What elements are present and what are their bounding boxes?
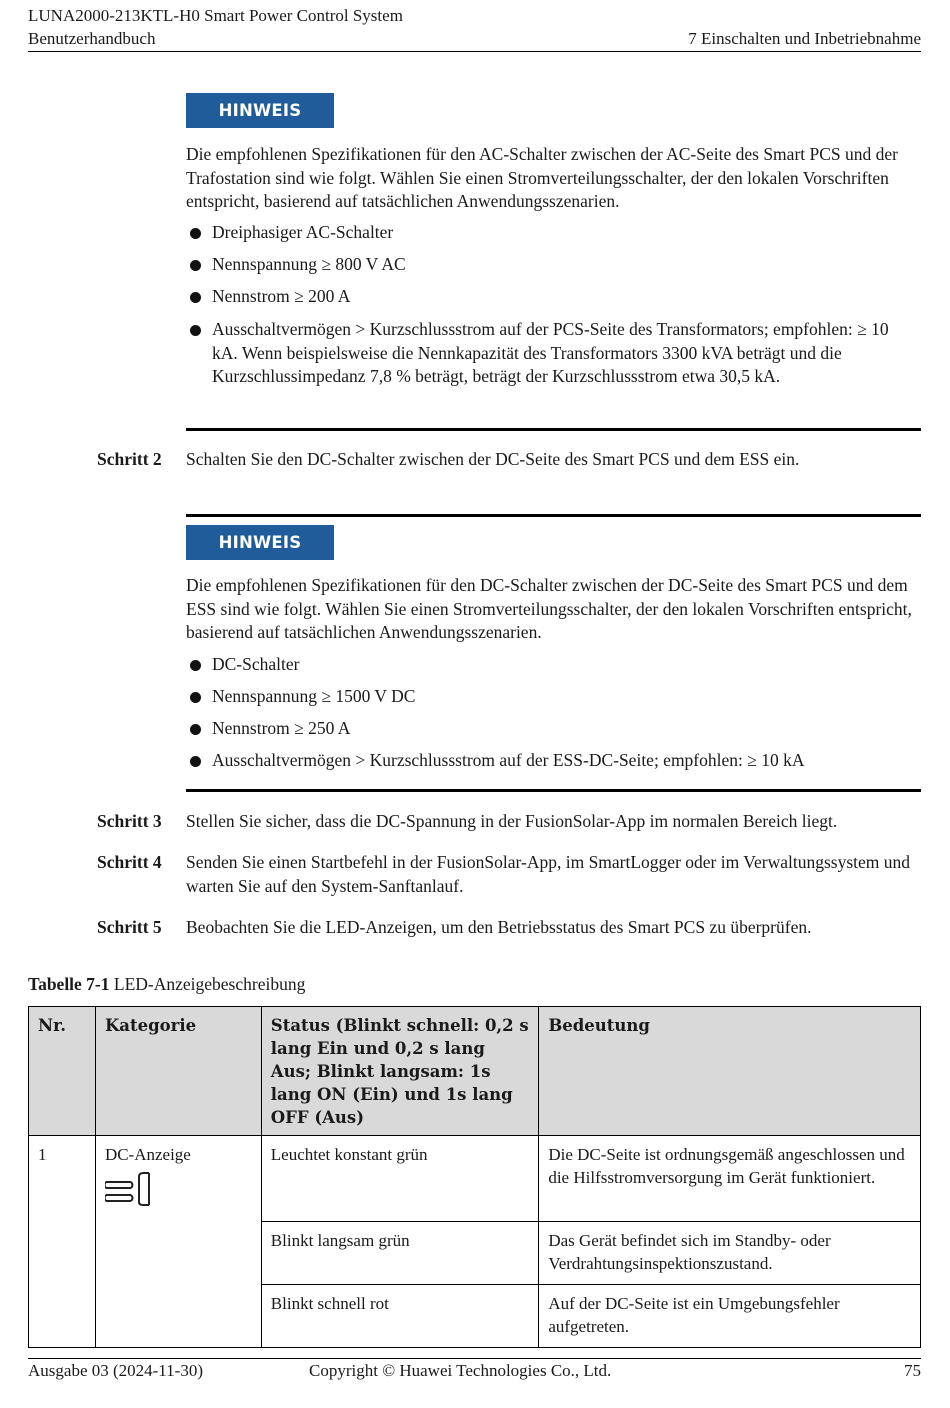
note-badge: HINWEIS [186,93,334,128]
table-cell-nr: 1 [29,1136,96,1348]
table-cell-meaning: Das Gerät befindet sich im Standby- oder Verdrahtungsinspektionszustand. [539,1222,921,1285]
step-label: Schritt 4 [97,852,162,872]
bullet-icon [190,724,201,735]
header-doc-type: Benutzerhandbuch [28,29,156,48]
table-cell-status: Blinkt schnell rot [261,1285,539,1348]
column-header: Kategorie [95,1007,261,1136]
step-text: Stellen Sie sicher, dass die DC-Spannung in der FusionSolar-App im normalen Bereich liegt. [186,811,838,831]
category-label: DC-Anzeige [104,1145,191,1164]
step-label: Schritt 5 [97,917,162,937]
table-cell-meaning: Auf der DC-Seite ist ein Umgebungsfehler aufgetreten. [539,1285,921,1348]
table-header-row [29,1007,921,1136]
table-cell-status: Leuchtet konstant grün [261,1136,539,1222]
step-label: Schritt 2 [97,449,162,469]
table-caption [28,973,305,996]
header-rule [28,51,921,52]
note-text: Die empfohlenen Spezifikationen für den DC-Schalter zwischen der DC-Seite des Smart PCS und dem ESS sind wie folgt. Wählen Sie einen Stromverteilungsschalter, der den lokalen Vorschriften entspricht, basierend auf tatsächlichen Anwendungsszenarien. [186,575,912,642]
step-text: Schalten Sie den DC-Schalter zwischen der DC-Seite des Smart PCS und dem ESS ein. [186,449,800,469]
table-caption-text: LED-Anzeigebeschreibung [113,974,306,994]
dc-indicator-icon [105,1170,153,1206]
bullet-icon [190,260,201,271]
bullet-icon [190,756,201,767]
note-end-rule [186,789,921,792]
table-cell-meaning: Die DC-Seite ist ordnungsgemäß angeschlossen und die Hilfsstromversorgung im Gerät funktioniert. [539,1136,921,1222]
header-product: LUNA2000-213KTL-H0 Smart Power Control System [28,6,403,25]
footer-rule [28,1358,921,1359]
bullet-icon [190,292,201,303]
table-cell-category [95,1136,261,1348]
footer-edition: Ausgabe 03 (2024-11-30) [28,1361,203,1380]
table-caption-label: Tabelle 7-1 [28,974,110,994]
bullet-icon [190,660,201,671]
note-end-rule [186,428,921,431]
table-cell-status: Blinkt langsam grün [261,1222,539,1285]
note-start-rule [186,514,921,517]
column-header: Nr. [29,1007,96,1136]
step-label: Schritt 3 [97,811,162,831]
step-text: Senden Sie einen Startbefehl in der FusionSolar-App, im SmartLogger oder im Verwaltungssystem und warten Sie auf den System-Sanftanlauf. [186,852,911,896]
led-table [28,1006,921,1348]
column-header: Bedeutung [539,1007,921,1136]
note-badge: HINWEIS [186,525,334,560]
header-chapter: 7 Einschalten und Inbetriebnahme [688,29,921,48]
bullet-icon [190,325,201,336]
footer-page-number: 75 [904,1361,921,1380]
column-header: Status (Blinkt schnell: 0,2 s lang Ein und 0,2 s lang Aus; Blinkt langsam: 1s lang ON (Ein) und 1s lang OFF (Aus) [261,1007,539,1136]
bullet-icon [190,692,201,703]
footer-copyright: Copyright © Huawei Technologies Co., Ltd. [309,1361,612,1380]
step-text: Beobachten Sie die LED-Anzeigen, um den Betriebsstatus des Smart PCS zu überprüfen. [186,917,812,937]
bullet-icon [190,228,201,239]
note-text: Die empfohlenen Spezifikationen für den AC-Schalter zwischen der AC-Seite des Smart PCS und der Trafostation sind wie folgt. Wählen Sie einen Stromverteilungsschalter, der den lokalen Vorschriften entspricht, basierend auf tatsächlichen Anwendungsszenarien. [186,144,898,211]
table-row [29,1136,921,1222]
